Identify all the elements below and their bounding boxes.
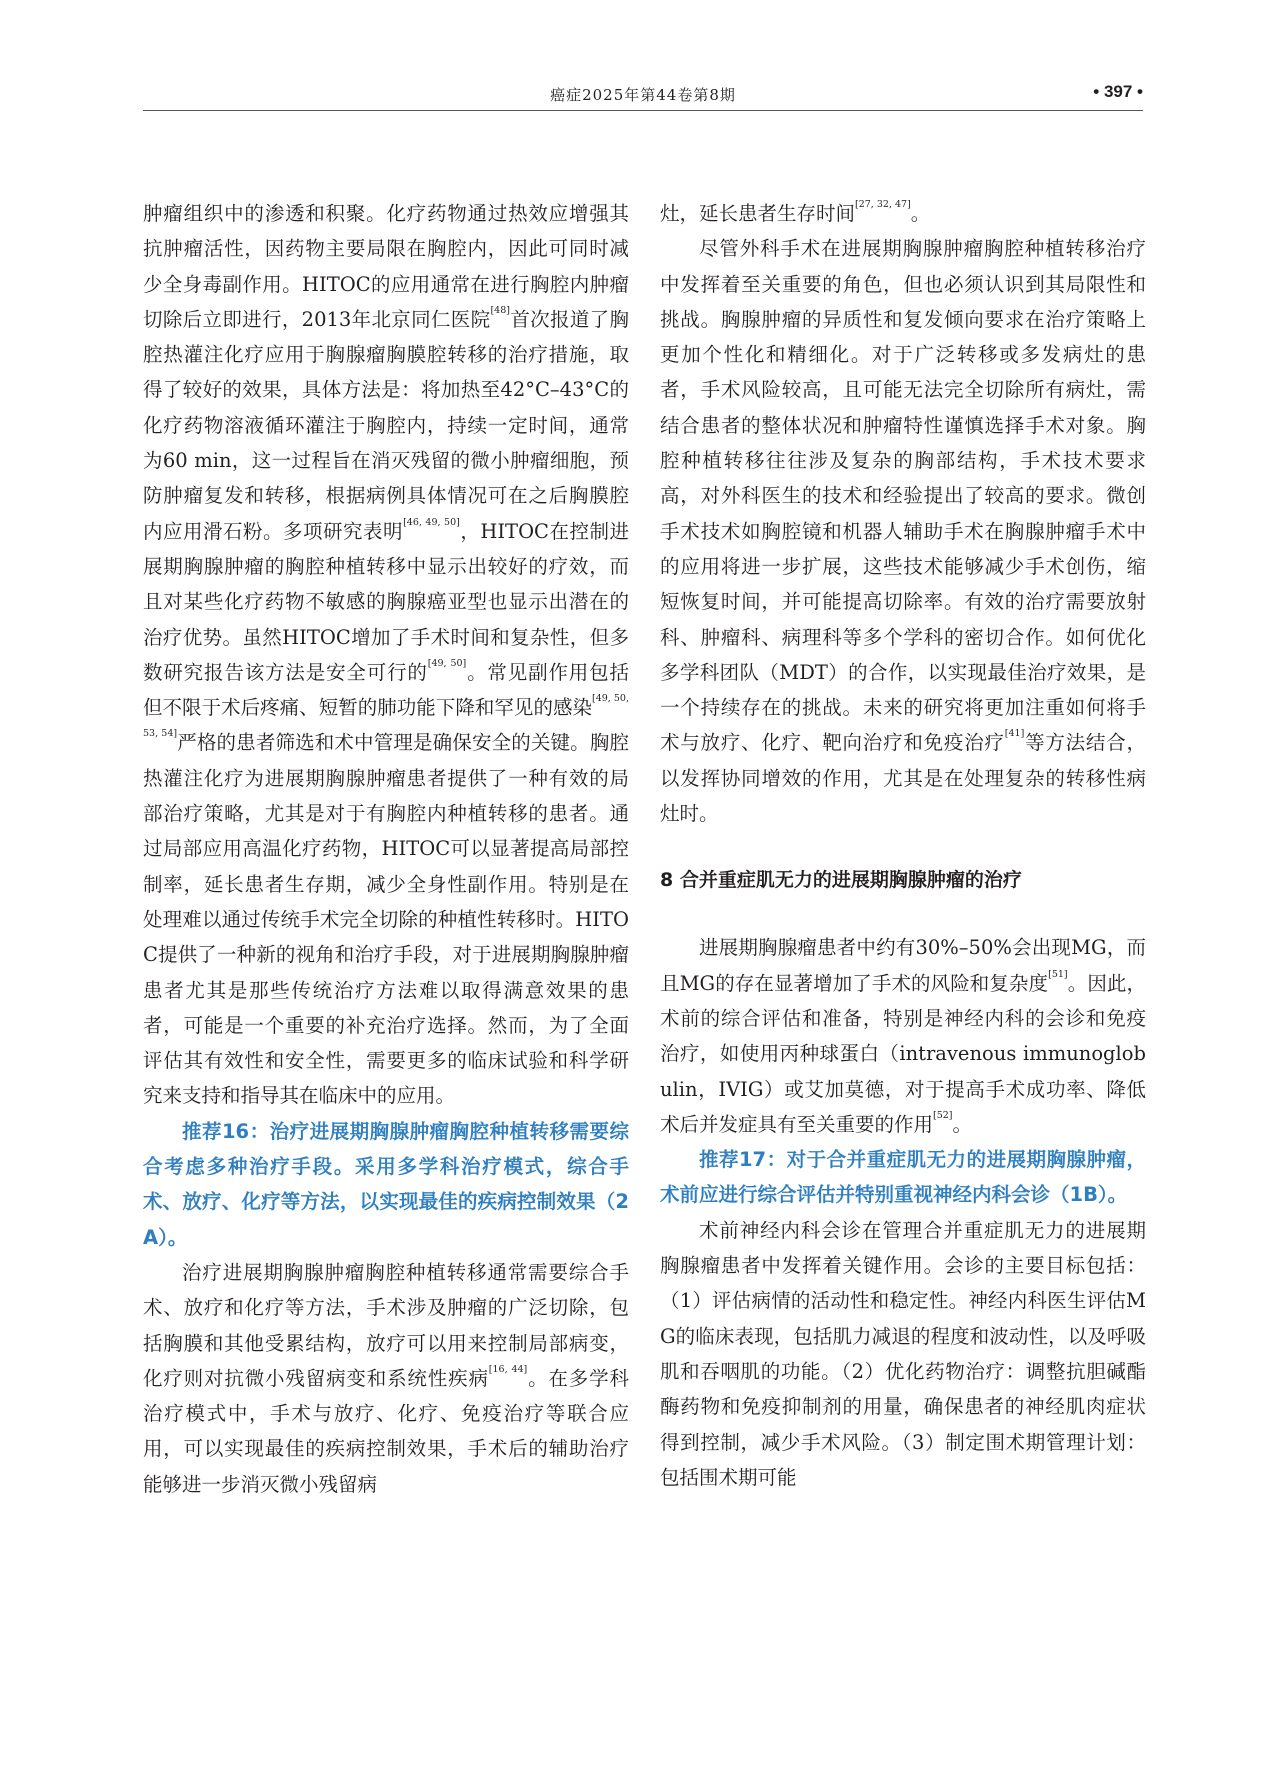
right-column (660, 196, 1146, 1495)
citation: [27, 32, 47] (855, 199, 911, 210)
recommendation-16: 推荐16：治疗进展期胸腺肿瘤胸腔种植转移需要综合考虑多种治疗手段。采用多学科治疗模式，综合手术、放疗、化疗等方法，以实现最佳的疾病控制效果（2A）。 (143, 1119, 629, 1249)
citation: [41] (1004, 728, 1025, 740)
paragraph-multidisciplinary: 治疗进展期胸腺肿瘤胸腔种植转移通常需要综合手术、放疗和化疗等方法，手术涉及肿瘤的广泛切除，包括胸膜和其他受累结构，放疗可以用来控制局部病变，化疗则对抗微小残留病变和系统性疾病[16, 44]。在多学科治疗模式中，手术与放疗、化疗、免疫治疗等联合应用，可以实现最佳的疾病控制效果，手术后的辅助治疗能够进一步消灭微小残留病 (143, 1260, 629, 1496)
page-number: • 397 • (1093, 82, 1143, 101)
citation: [52] (933, 1109, 953, 1121)
citation: [49, 50, 53, 54] (143, 693, 629, 740)
citation: [16, 44] (488, 1363, 528, 1375)
journal-title: 癌症2025年第44卷第8期 (550, 86, 736, 104)
citation: [49, 50] (427, 657, 467, 669)
section-heading-8: 8 合并重症肌无力的进展期胸腺肿瘤的治疗 (660, 869, 1022, 892)
citation: [51] (1048, 968, 1068, 980)
paragraph-limitations: 尽管外科手术在进展期胸腺肿瘤胸腔种植转移治疗中发挥着至关重要的角色，但也必须认识到其局限性和挑战。胸腺肿瘤的异质性和复发倾向要求在治疗策略上更加个性化和精细化。对于广泛转移或多发病灶的患者，手术风险较高，且可能无法完全切除所有病灶，需结合患者的整体状况和肿瘤特性谨慎选择手术对象。胸腔种植转移往往涉及复杂的胸部结构，手术技术要求高，对外科医生的技术和经验提出了较高的要求。微创手术技术如胸腔镜和机器人辅助手术在胸腺肿瘤手术中的应用将进一步扩展，这些技术能够减少手术创伤，缩短恢复时间，并可能提高切除率。有效的治疗需要放射科、肿瘤科、病理科等多个学科的密切合作。如何优化多学科团队（MDT）的合作，以实现最佳治疗效果，是一个持续存在的挑战。未来的研究将更加注重如何将手术与放疗、化疗、靶向治疗和免疫治疗[41]等方法结合，以发挥协同增效的作用，尤其是在处理复杂的转移性病灶时。 (660, 237, 1146, 826)
left-column (143, 196, 629, 1502)
paragraph-neuro-consult: 术前神经内科会诊在管理合并重症肌无力的进展期胸腺瘤患者中发挥着关键作用。会诊的主要目标包括：（1）评估病情的活动性和稳定性。神经内科医生评估MG的临床表现，包括肌力减退的程度和波动性，以及呼吸肌和吞咽肌的功能。（2）优化药物治疗：调整抗胆碱酯酶药物和免疫抑制剂的用量，确保患者的神经肌肉症状得到控制，减少手术风险。（3）制定围术期管理计划：包括围术期可能 (660, 1218, 1146, 1489)
citation: [46, 49, 50] (403, 516, 460, 528)
running-header (143, 80, 1143, 111)
paragraph-mg: 进展期胸腺瘤患者中约有30%–50%会出现MG，而且MG的存在显著增加了手术的风险和复杂度[51]。因此，术前的综合评估和准备，特别是神经内科的会诊和免疫治疗，如使用丙种球蛋白（intravenous immunoglobulin，IVIG）或艾加莫德，对于提高手术成功率、降低术后并发症具有至关重要的作用[52]。 (660, 936, 1146, 1136)
paragraph-hitoc: 肿瘤组织中的渗透和积聚。化疗药物通过热效应增强其抗肿瘤活性，因药物主要局限在胸腔内，因此可同时减少全身毒副作用。HITOC的应用通常在进行胸腔内肿瘤切除后立即进行，2013年北京同仁医院[48]首次报道了胸腔热灌注化疗应用于胸腺瘤胸膜腔转移的治疗措施，取得了较好的效果，具体方法是：将加热至42°C–43°C的化疗药物溶液循环灌注于胸腔内，持续一定时间，通常为60 min，这一过程旨在消灭残留的微小肿瘤细胞，预防肿瘤复发和转移，根据病例具体情况可在之后胸膜腔内应用滑石粉。多项研究表明[46, 49, 50]，HITOC在控制进展期胸腺肿瘤的胸腔种植转移中显示出较好的疗效，而且对某些化疗药物不敏感的胸腺癌亚型也显示出潜在的治疗优势。虽然HITOC增加了手术时间和复杂性，但多数研究报告该方法是安全可行的[49, 50]。常见副作用包括但不限于术后疼痛、短暂的肺功能下降和罕见的感染[49, 50, 53, 54]严格的患者筛选和术中管理是确保安全的关键。胸腔热灌注化疗为进展期胸腺肿瘤患者提供了一种有效的局部治疗策略，尤其是对于有胸腔内种植转移的患者。通过局部应用高温化疗药物，HITOC可以显著提高局部控制率，延长患者生存期，减少全身性副作用。特别是在处理难以通过传统手术完全切除的种植性转移时。HITOC提供了一种新的视角和治疗手段，对于进展期胸腺肿瘤患者尤其是那些传统治疗方法难以取得满意效果的患者，可能是一个重要的补充治疗选择。然而，为了全面评估其有效性和安全性，需要更多的临床试验和科学研究来支持和指导其在临床中的应用。 (143, 202, 629, 1108)
citation: [48] (490, 304, 510, 316)
recommendation-17: 推荐17：对于合并重症肌无力的进展期胸腺肿瘤，术前应进行综合评估并特别重视神经内科会诊（1B）。 (660, 1148, 1146, 1207)
paragraph-continued: 灶，延长患者生存时间[27, 32, 47]。 (660, 199, 931, 225)
